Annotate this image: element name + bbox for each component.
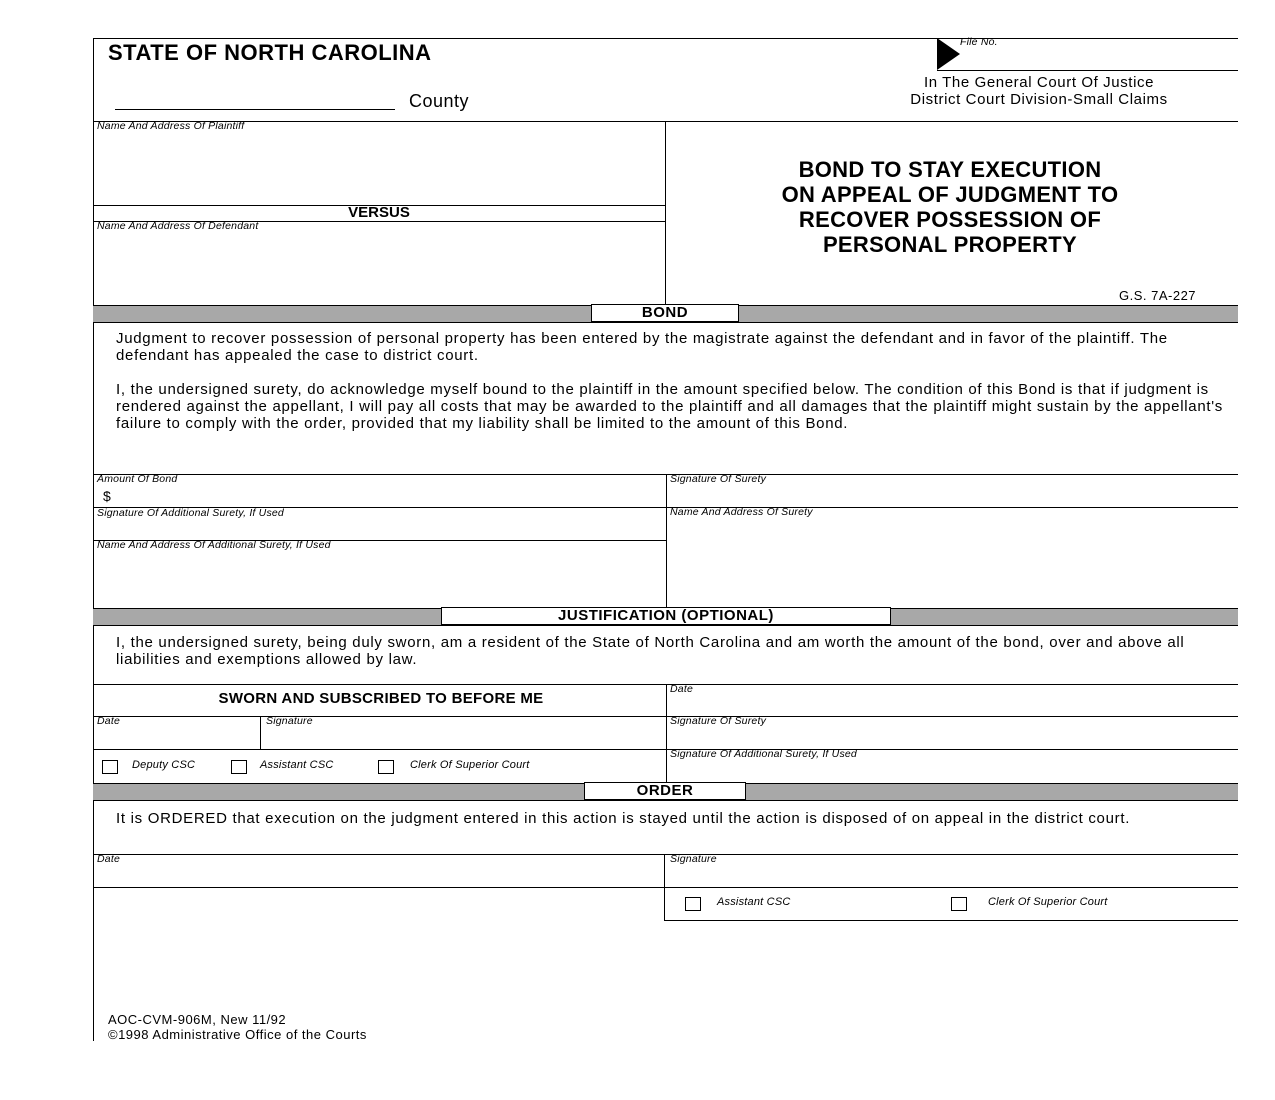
amount-dollar-sign: $ xyxy=(103,488,111,504)
assistant-csc-checkbox[interactable] xyxy=(231,760,247,774)
file-no-label: File No. xyxy=(960,36,998,48)
sworn-heading: SWORN AND SUBSCRIBED TO BEFORE ME xyxy=(218,690,544,707)
sworn-date-label: Date xyxy=(97,715,120,727)
name-address-additional-surety-label: Name And Address Of Additional Surety, If Used xyxy=(97,539,331,551)
sworn-row2-line xyxy=(93,716,1238,717)
statute-reference: G.S. 7A-227 xyxy=(1119,288,1197,303)
defendant-label: Name And Address Of Defendant xyxy=(97,220,259,232)
county-input-line[interactable] xyxy=(115,109,395,110)
bond-heading: BOND xyxy=(591,304,739,322)
order-date-label: Date xyxy=(97,853,120,865)
justification-paragraph: I, the undersigned surety, being duly sworn, am a resident of the State of North Carolina and am worth the amount of the bond, over and above all liabilities and exemptions allowed by law. xyxy=(116,634,1185,668)
title-line-3: RECOVER POSSESSION OF xyxy=(798,207,1102,232)
amount-of-bond-input[interactable] xyxy=(116,486,656,506)
county-label: County xyxy=(409,91,470,111)
versus-label: VERSUS xyxy=(348,204,410,221)
justification-heading: JUSTIFICATION (OPTIONAL) xyxy=(441,607,891,625)
name-address-surety-label: Name And Address Of Surety xyxy=(670,506,813,518)
bond-fields-divider xyxy=(666,474,667,608)
order-signature-label: Signature xyxy=(670,853,717,865)
date-signature-divider xyxy=(260,716,261,749)
court-designation xyxy=(864,74,1214,108)
order-fields-mid-line xyxy=(93,887,1238,888)
order-fields-bottom-line xyxy=(664,920,1238,921)
clerk-superior-label: Clerk Of Superior Court xyxy=(410,759,530,771)
assistant-csc-label: Assistant CSC xyxy=(260,759,334,771)
form-footer xyxy=(108,1012,367,1042)
bond-paragraph-1: Judgment to recover possession of personal property has been entered by the magistrate against the defendant and in favor of the plaintiff. The defendant has appealed the case to district court. xyxy=(116,330,1168,364)
copyright-notice: ©1998 Administrative Office of the Courts xyxy=(108,1027,367,1042)
order-clerk-superior-label: Clerk Of Superior Court xyxy=(988,896,1108,908)
title-line-1: BOND TO STAY EXECUTION xyxy=(798,157,1102,182)
form-title xyxy=(700,157,1200,257)
clerk-superior-checkbox[interactable] xyxy=(378,760,394,774)
signature-of-surety-field[interactable] xyxy=(670,486,1230,506)
deputy-csc-checkbox[interactable] xyxy=(102,760,118,774)
order-assistant-csc-checkbox[interactable] xyxy=(685,897,701,911)
top-border xyxy=(93,38,1238,39)
order-assistant-csc-label: Assistant CSC xyxy=(717,896,791,908)
sworn-signature-label: Signature xyxy=(266,715,313,727)
order-paragraph: It is ORDERED that execution on the judgment entered in this action is stayed until the action is disposed of on appeal in the district court. xyxy=(116,810,1131,827)
state-title: STATE OF NORTH CAROLINA xyxy=(108,40,432,65)
right-date-label: Date xyxy=(670,683,693,695)
title-line-2: ON APPEAL OF JUDGMENT TO xyxy=(781,182,1119,207)
title-line-4: PERSONAL PROPERTY xyxy=(822,232,1078,257)
order-heading: ORDER xyxy=(584,782,746,800)
justification-sig-add-surety-label: Signature Of Additional Surety, If Used xyxy=(670,748,857,760)
sworn-row3-line xyxy=(93,749,1238,750)
justification-sig-surety-label: Signature Of Surety xyxy=(670,715,767,727)
file-no-line[interactable] xyxy=(937,70,1238,71)
deputy-csc-label: Deputy CSC xyxy=(132,759,196,771)
order-clerk-superior-checkbox[interactable] xyxy=(951,897,967,911)
order-fields-top-line xyxy=(93,854,1238,855)
court-line-1: In The General Court Of Justice xyxy=(923,74,1155,91)
parties-divider xyxy=(665,121,666,305)
form-number: AOC-CVM-906M, New 11/92 xyxy=(108,1012,287,1027)
sig-additional-surety-label: Signature Of Additional Surety, If Used xyxy=(97,507,284,519)
court-line-2: District Court Division-Small Claims xyxy=(910,91,1168,108)
bond-paragraph-2: I, the undersigned surety, do acknowledge myself bound to the plaintiff in the amount specified below. The condition of this Bond is that if judgment is rendered against the appellant, I will pay all costs that may be awarded to the plaintiff and all damages that the plaintiff might sustain by the appellant's failure to comply with the order, provided that my liability shall be limited to the amount of this Bond. xyxy=(116,381,1223,432)
amount-of-bond-label: Amount Of Bond xyxy=(97,473,178,485)
plaintiff-label: Name And Address Of Plaintiff xyxy=(97,120,245,132)
file-arrow-icon xyxy=(937,38,961,72)
signature-of-surety-label: Signature Of Surety xyxy=(670,473,767,485)
